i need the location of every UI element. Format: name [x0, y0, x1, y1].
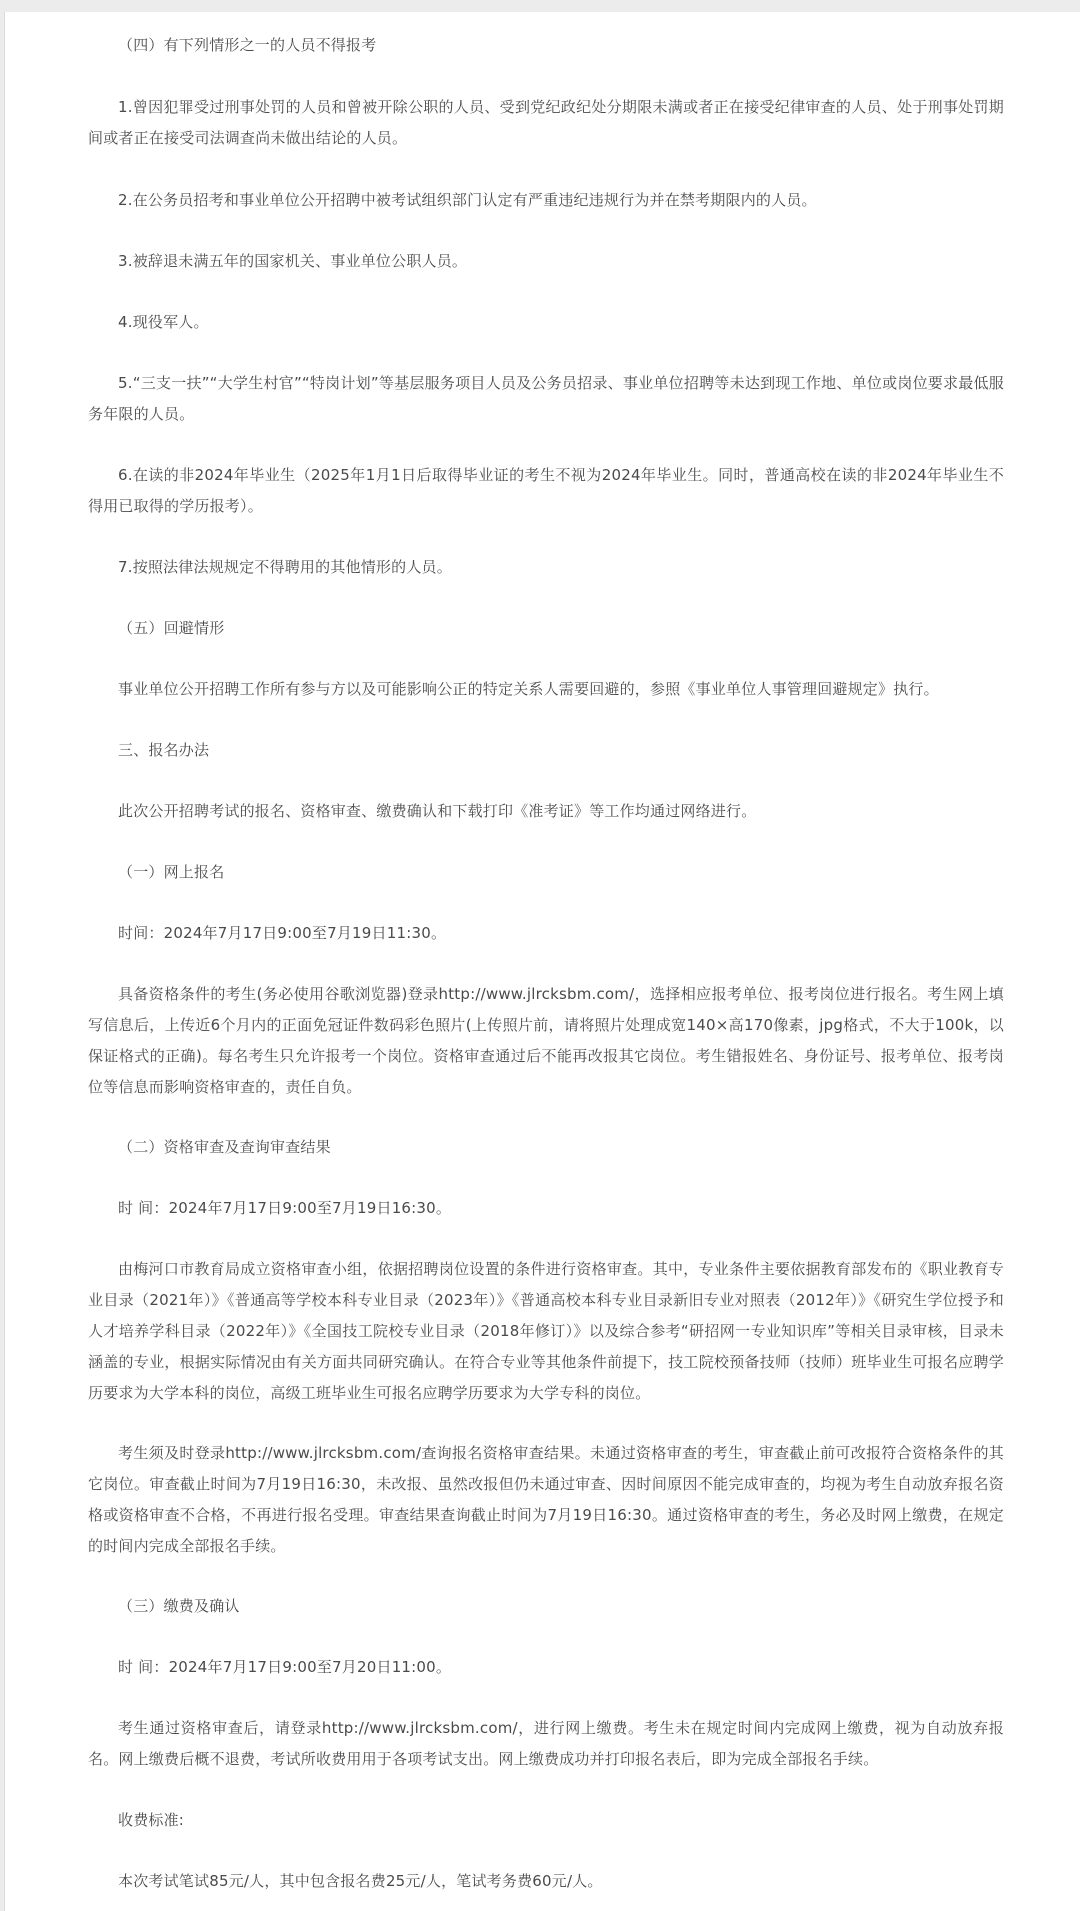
document-page: [4, 12, 1080, 1911]
fee-standard-detail: 本次考试笔试85元/人，其中包含报名费25元/人，笔试考务费60元/人。: [118, 1872, 603, 1890]
payment-time: 时 间：2024年7月17日9:00至7月20日11:00。: [118, 1658, 452, 1676]
review-time: 时 间：2024年7月17日9:00至7月19日16:30。: [118, 1199, 452, 1217]
paragraph: 7.按照法律法规规定不得聘用的其他情形的人员。: [118, 558, 452, 576]
registration-time: 时间：2024年7月17日9:00至7月19日11:30。: [118, 924, 447, 942]
section-heading-qualification-review: （二）资格审查及查询审查结果: [118, 1138, 331, 1156]
section-heading-avoidance: （五）回避情形: [118, 619, 225, 637]
paragraph: 1.曾因犯罪受过刑事处罚的人员和曾被开除公职的人员、受到党纪政纪处分期限未满或者正在接受纪律审查的人员、处于刑事处罚期间或者正在接受司法调查尚未做出结论的人员。: [88, 98, 1004, 147]
paragraph: 具备资格条件的考生(务必使用谷歌浏览器)登录http://www.jlrcksbm.com/，选择相应报考单位、报考岗位进行报名。考生网上填写信息后，上传近6个月内的正面免冠证件数码彩色照片(上传照片前，请将照片处理成宽140×高170像素，jpg格式，不大于100k，以保证格式的正确)。每名考生只允许报考一个岗位。资格审查通过后不能再改报其它岗位。考生错报姓名、身份证号、报考单位、报考岗位等信息而影响资格审查的，责任自负。: [88, 985, 1004, 1096]
paragraph: 此次公开招聘考试的报名、资格审查、缴费确认和下载打印《准考证》等工作均通过网络进行。: [118, 802, 757, 820]
paragraph: 6.在读的非2024年毕业生（2025年1月1日后取得毕业证的考生不视为2024年毕业生。同时，普通高校在读的非2024年毕业生不得用已取得的学历报考）。: [88, 466, 1004, 515]
paragraph: 5.“三支一扶”“大学生村官”“特岗计划”等基层服务项目人员及公务员招录、事业单位招聘等未达到现工作地、单位或岗位要求最低服务年限的人员。: [88, 374, 1004, 423]
paragraph: 考生须及时登录http://www.jlrcksbm.com/查询报名资格审查结果。未通过资格审查的考生，审查截止前可改报符合资格条件的其它岗位。审查截止时间为7月19日16:30，未改报、虽然改报但仍未通过审查、因时间原因不能完成审查的，均视为考生自动放弃报名资格或资格审查不合格，不再进行报名受理。审查结果查询截止时间为7月19日16:30。通过资格审查的考生，务必及时网上缴费，在规定的时间内完成全部报名手续。: [88, 1444, 1004, 1555]
paragraph: 考生通过资格审查后，请登录http://www.jlrcksbm.com/，进行网上缴费。考生未在规定时间内完成网上缴费，视为自动放弃报名。网上缴费后概不退费，考试所收费用用于各项考试支出。网上缴费成功并打印报名表后，即为完成全部报名手续。: [88, 1719, 1004, 1768]
section-heading-registration-method: 三、报名办法: [118, 741, 210, 759]
paragraph: 3.被辞退未满五年的国家机关、事业单位公职人员。: [118, 252, 468, 270]
section-heading-disqualifications: （四）有下列情形之一的人员不得报考: [118, 36, 377, 54]
fee-standard-label: 收费标准:: [118, 1811, 185, 1829]
paragraph: 4.现役军人。: [118, 313, 209, 331]
section-heading-online-registration: （一）网上报名: [118, 863, 225, 881]
paragraph: 2.在公务员招考和事业单位公开招聘中被考试组织部门认定有严重违纪违规行为并在禁考期限内的人员。: [118, 191, 817, 209]
paragraph: 由梅河口市教育局成立资格审查小组，依据招聘岗位设置的条件进行资格审查。其中，专业条件主要依据教育部发布的《职业教育专业目录（2021年）》《普通高等学校本科专业目录（2023年）》《普通高校本科专业目录新旧专业对照表（2012年）》《研究生学位授予和人才培养学科目录（2022年）》《全国技工院校专业目录（2018年修订）》以及综合参考“研招网一专业知识库”等相关目录审核，目录未涵盖的专业，根据实际情况由有关方面共同研究确认。在符合专业等其他条件前提下，技工院校预备技师（技师）班毕业生可报名应聘学历要求为大学本科的岗位，高级工班毕业生可报名应聘学历要求为大学专科的岗位。: [88, 1260, 1004, 1402]
paragraph: 事业单位公开招聘工作所有参与方以及可能影响公正的特定关系人需要回避的，参照《事业单位人事管理回避规定》执行。: [118, 680, 939, 698]
section-heading-payment: （三）缴费及确认: [118, 1597, 240, 1615]
